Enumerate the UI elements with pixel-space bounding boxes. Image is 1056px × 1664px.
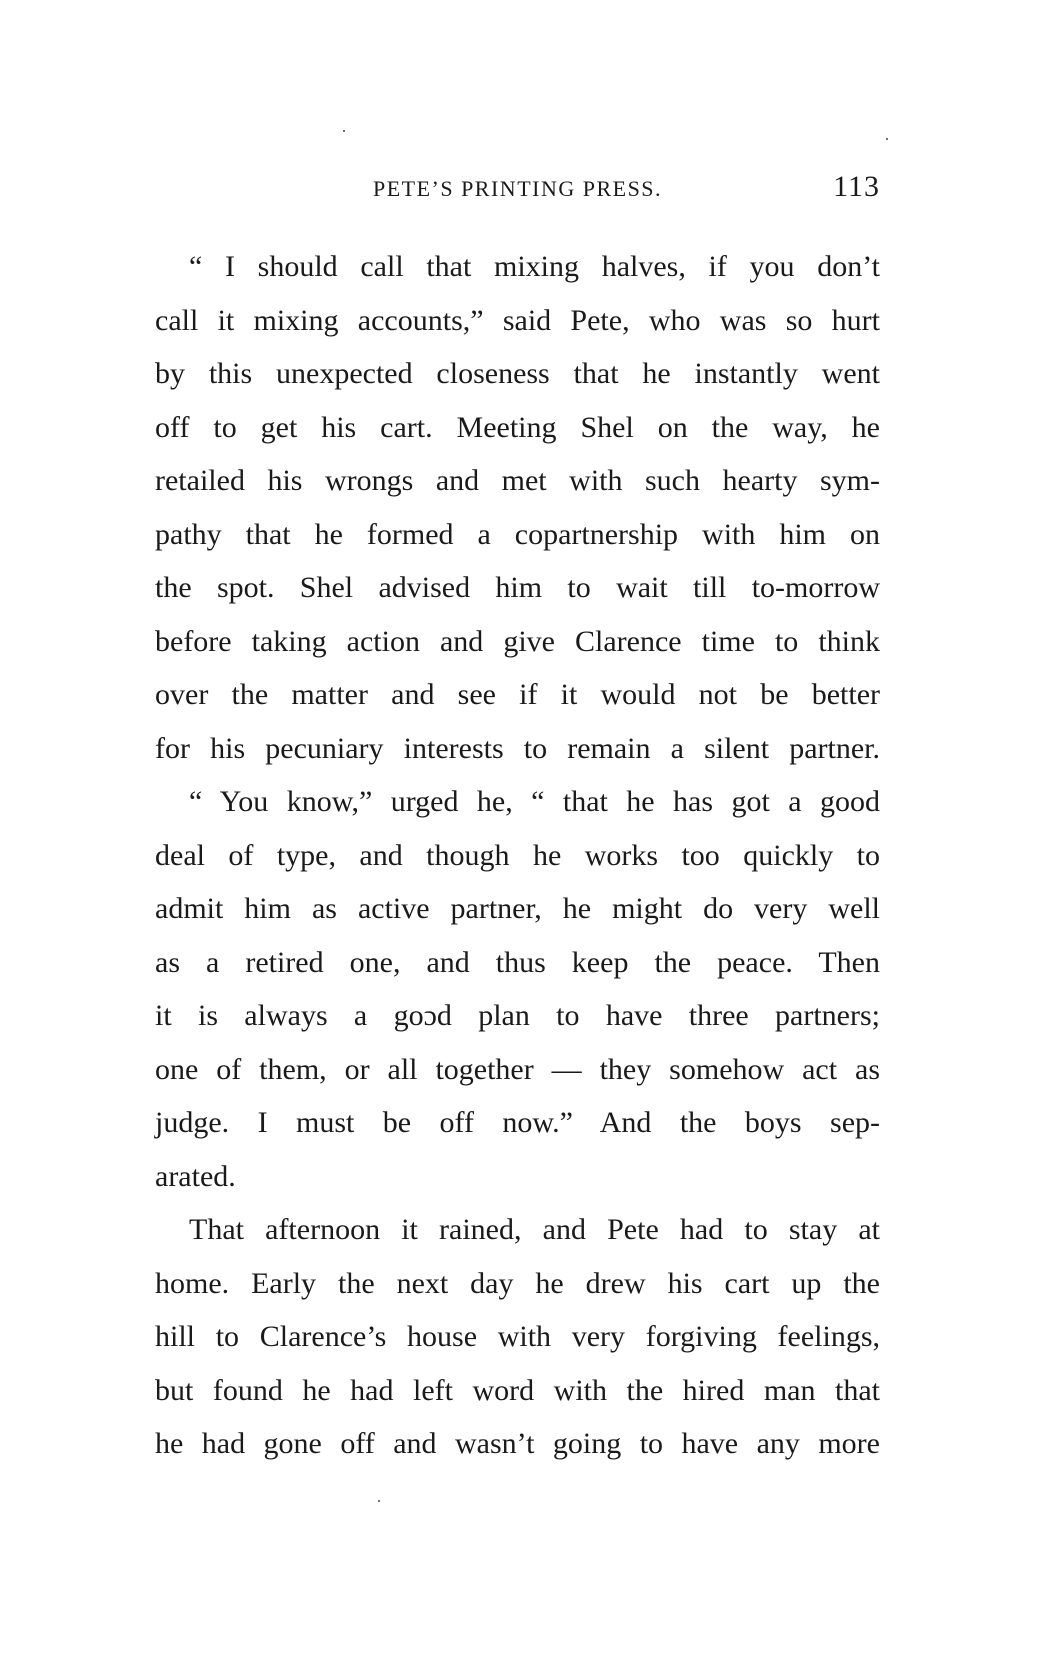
text-line: but found he had left word with the hired man that [155,1373,880,1407]
text-line: judge. I must be off now.” And the boys sep- [155,1106,880,1139]
print-speck [886,138,888,140]
paragraph [155,240,880,775]
text-line: the spot. Shel advised him to wait till to-morrow [155,571,880,604]
paragraph [155,1203,880,1471]
text-line: “ I should call that mixing halves, if you don’t [189,250,880,283]
text-line: arated. [155,1159,236,1193]
print-speck [343,130,345,132]
text-line: That afternoon it rained, and Pete had to stay at [189,1213,880,1246]
text-line: hill to Clarence’s house with very forgiving feelings, [155,1320,880,1353]
text-line: one of them, or all together — they somehow act as [155,1052,880,1086]
text-line: as a retired one, and thus keep the peace. Then [155,945,880,979]
text-line: retailed his wrongs and met with such hearty sym- [155,464,880,497]
text-line: pathy that he formed a copartnership with him on [155,517,880,551]
text-line: it is always a goɔd plan to have three partners; [155,999,880,1032]
text-line: call it mixing accounts,” said Pete, who was so hurt [155,303,880,337]
running-title: PETE’S PRINTING PRESS. [372,176,663,201]
text-line: off to get his cart. Meeting Shel on the way, he [155,410,880,444]
text-line: deal of type, and though he works too quickly to [155,838,880,872]
running-head [155,168,880,208]
print-speck [378,1500,380,1502]
body-text [155,240,880,1471]
text-line: he had gone off and wasn’t going to have any more [155,1427,880,1460]
text-line: by this unexpected closeness that he instantly went [155,357,880,390]
page-number: 113 [833,170,880,203]
text-line: home. Early the next day he drew his cart up the [155,1266,880,1300]
text-line: for his pecuniary interests to remain a silent partner. [155,731,880,765]
text-line: “ You know,” urged he, “ that he has got a good [189,785,880,818]
paragraph [155,775,880,1203]
text-line: over the matter and see if it would not be better [155,678,880,711]
text-line: admit him as active partner, he might do very well [155,892,880,925]
text-line: before taking action and give Clarence time to think [155,624,880,658]
